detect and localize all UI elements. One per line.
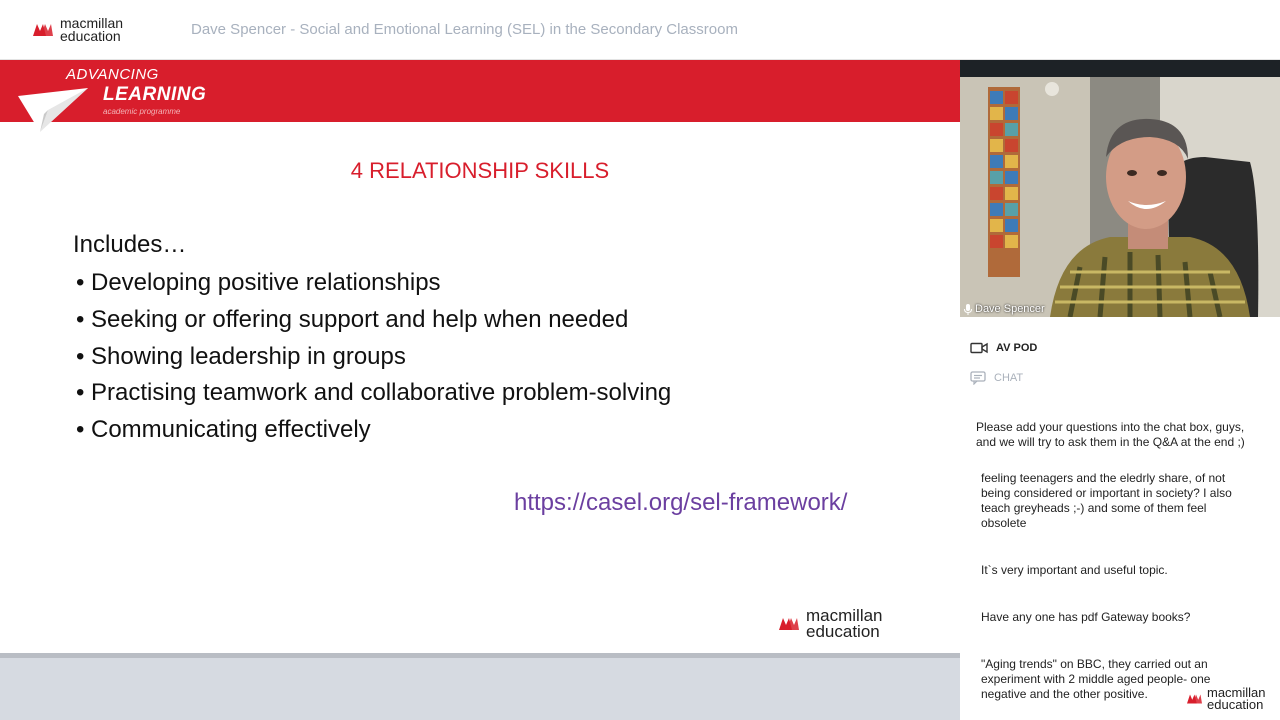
- macmillan-logo-icon: [1186, 693, 1203, 705]
- presenter-name: Dave Spencer: [975, 303, 1045, 315]
- bullet-item: • Showing leadership in groups: [76, 342, 406, 370]
- brand-advancing: ADVANCING: [66, 66, 159, 83]
- chat-message: Have any one has pdf Gateway books?: [981, 610, 1191, 624]
- logo-word-1: macmillan: [806, 606, 883, 625]
- slide-title: 4 RELATIONSHIP SKILLS: [350, 158, 610, 183]
- macmillan-logo-icon: [778, 616, 800, 632]
- slide-macmillan-logo: [778, 608, 883, 640]
- side-panel: [960, 60, 1280, 720]
- bullet-list: [76, 268, 671, 452]
- slide-intro: Includes…: [73, 231, 187, 258]
- logo-word-2: education: [1207, 697, 1264, 712]
- chat-message: It`s very important and useful topic.: [981, 563, 1168, 577]
- chat-bubble-icon: [970, 371, 986, 385]
- macmillan-logo-icon: [32, 22, 54, 38]
- chat-messages[interactable]: [960, 395, 1280, 720]
- bullet-item: • Communicating effectively: [76, 416, 371, 444]
- macmillan-logo: [32, 17, 123, 43]
- slide-banner: [0, 60, 960, 122]
- logo-word-2: education: [806, 622, 880, 641]
- bullet-item: • Practising teamwork and collaborative problem-solving: [76, 379, 672, 407]
- paper-plane-icon: [18, 88, 90, 138]
- logo-word-2: education: [60, 28, 121, 44]
- logo-word-1: macmillan: [1207, 685, 1266, 700]
- bullet-item: • Seeking or offering support and help when needed: [76, 305, 629, 333]
- chat-label: CHAT: [994, 372, 1024, 384]
- slide-divider: [0, 653, 960, 658]
- session-title: Dave Spencer - Social and Emotional Learning (SEL) in the Secondary Classroom: [191, 21, 738, 38]
- casel-link[interactable]: https://casel.org/sel-framework/: [514, 489, 848, 516]
- video-top-bar: [960, 60, 1280, 77]
- chat-message: "Aging trends" on BBC, they carried out an experiment with 2 middle aged people- one negative and the other positive.: [981, 657, 1211, 701]
- brand-learning: LEARNING: [103, 84, 207, 105]
- av-pod-header[interactable]: [960, 335, 1280, 361]
- chat-message: Please add your questions into the chat box, guys, and we will try to ask them in the Q&A at the end ;): [976, 420, 1245, 449]
- presentation-slide: [0, 60, 960, 653]
- bullet-item: • Developing positive relationships: [76, 269, 441, 296]
- brand-programme: academic programme: [103, 107, 181, 116]
- microphone-icon: [964, 304, 972, 315]
- presenter-label: [964, 303, 1045, 315]
- chat-message: feeling teenagers and the eledrly share, of not being considered or important in society? I also teach greyheads ;-) and some of them feel obsolete: [981, 471, 1232, 530]
- app-header: [0, 0, 1280, 60]
- logo-word-1: macmillan: [60, 15, 124, 31]
- chat-header[interactable]: [960, 365, 1280, 391]
- presenter-video[interactable]: [960, 77, 1280, 317]
- av-pod-label: AV POD: [996, 342, 1038, 354]
- panel-macmillan-logo: [1186, 687, 1266, 711]
- webcam-feed: [960, 77, 1280, 317]
- video-camera-icon: [970, 342, 988, 354]
